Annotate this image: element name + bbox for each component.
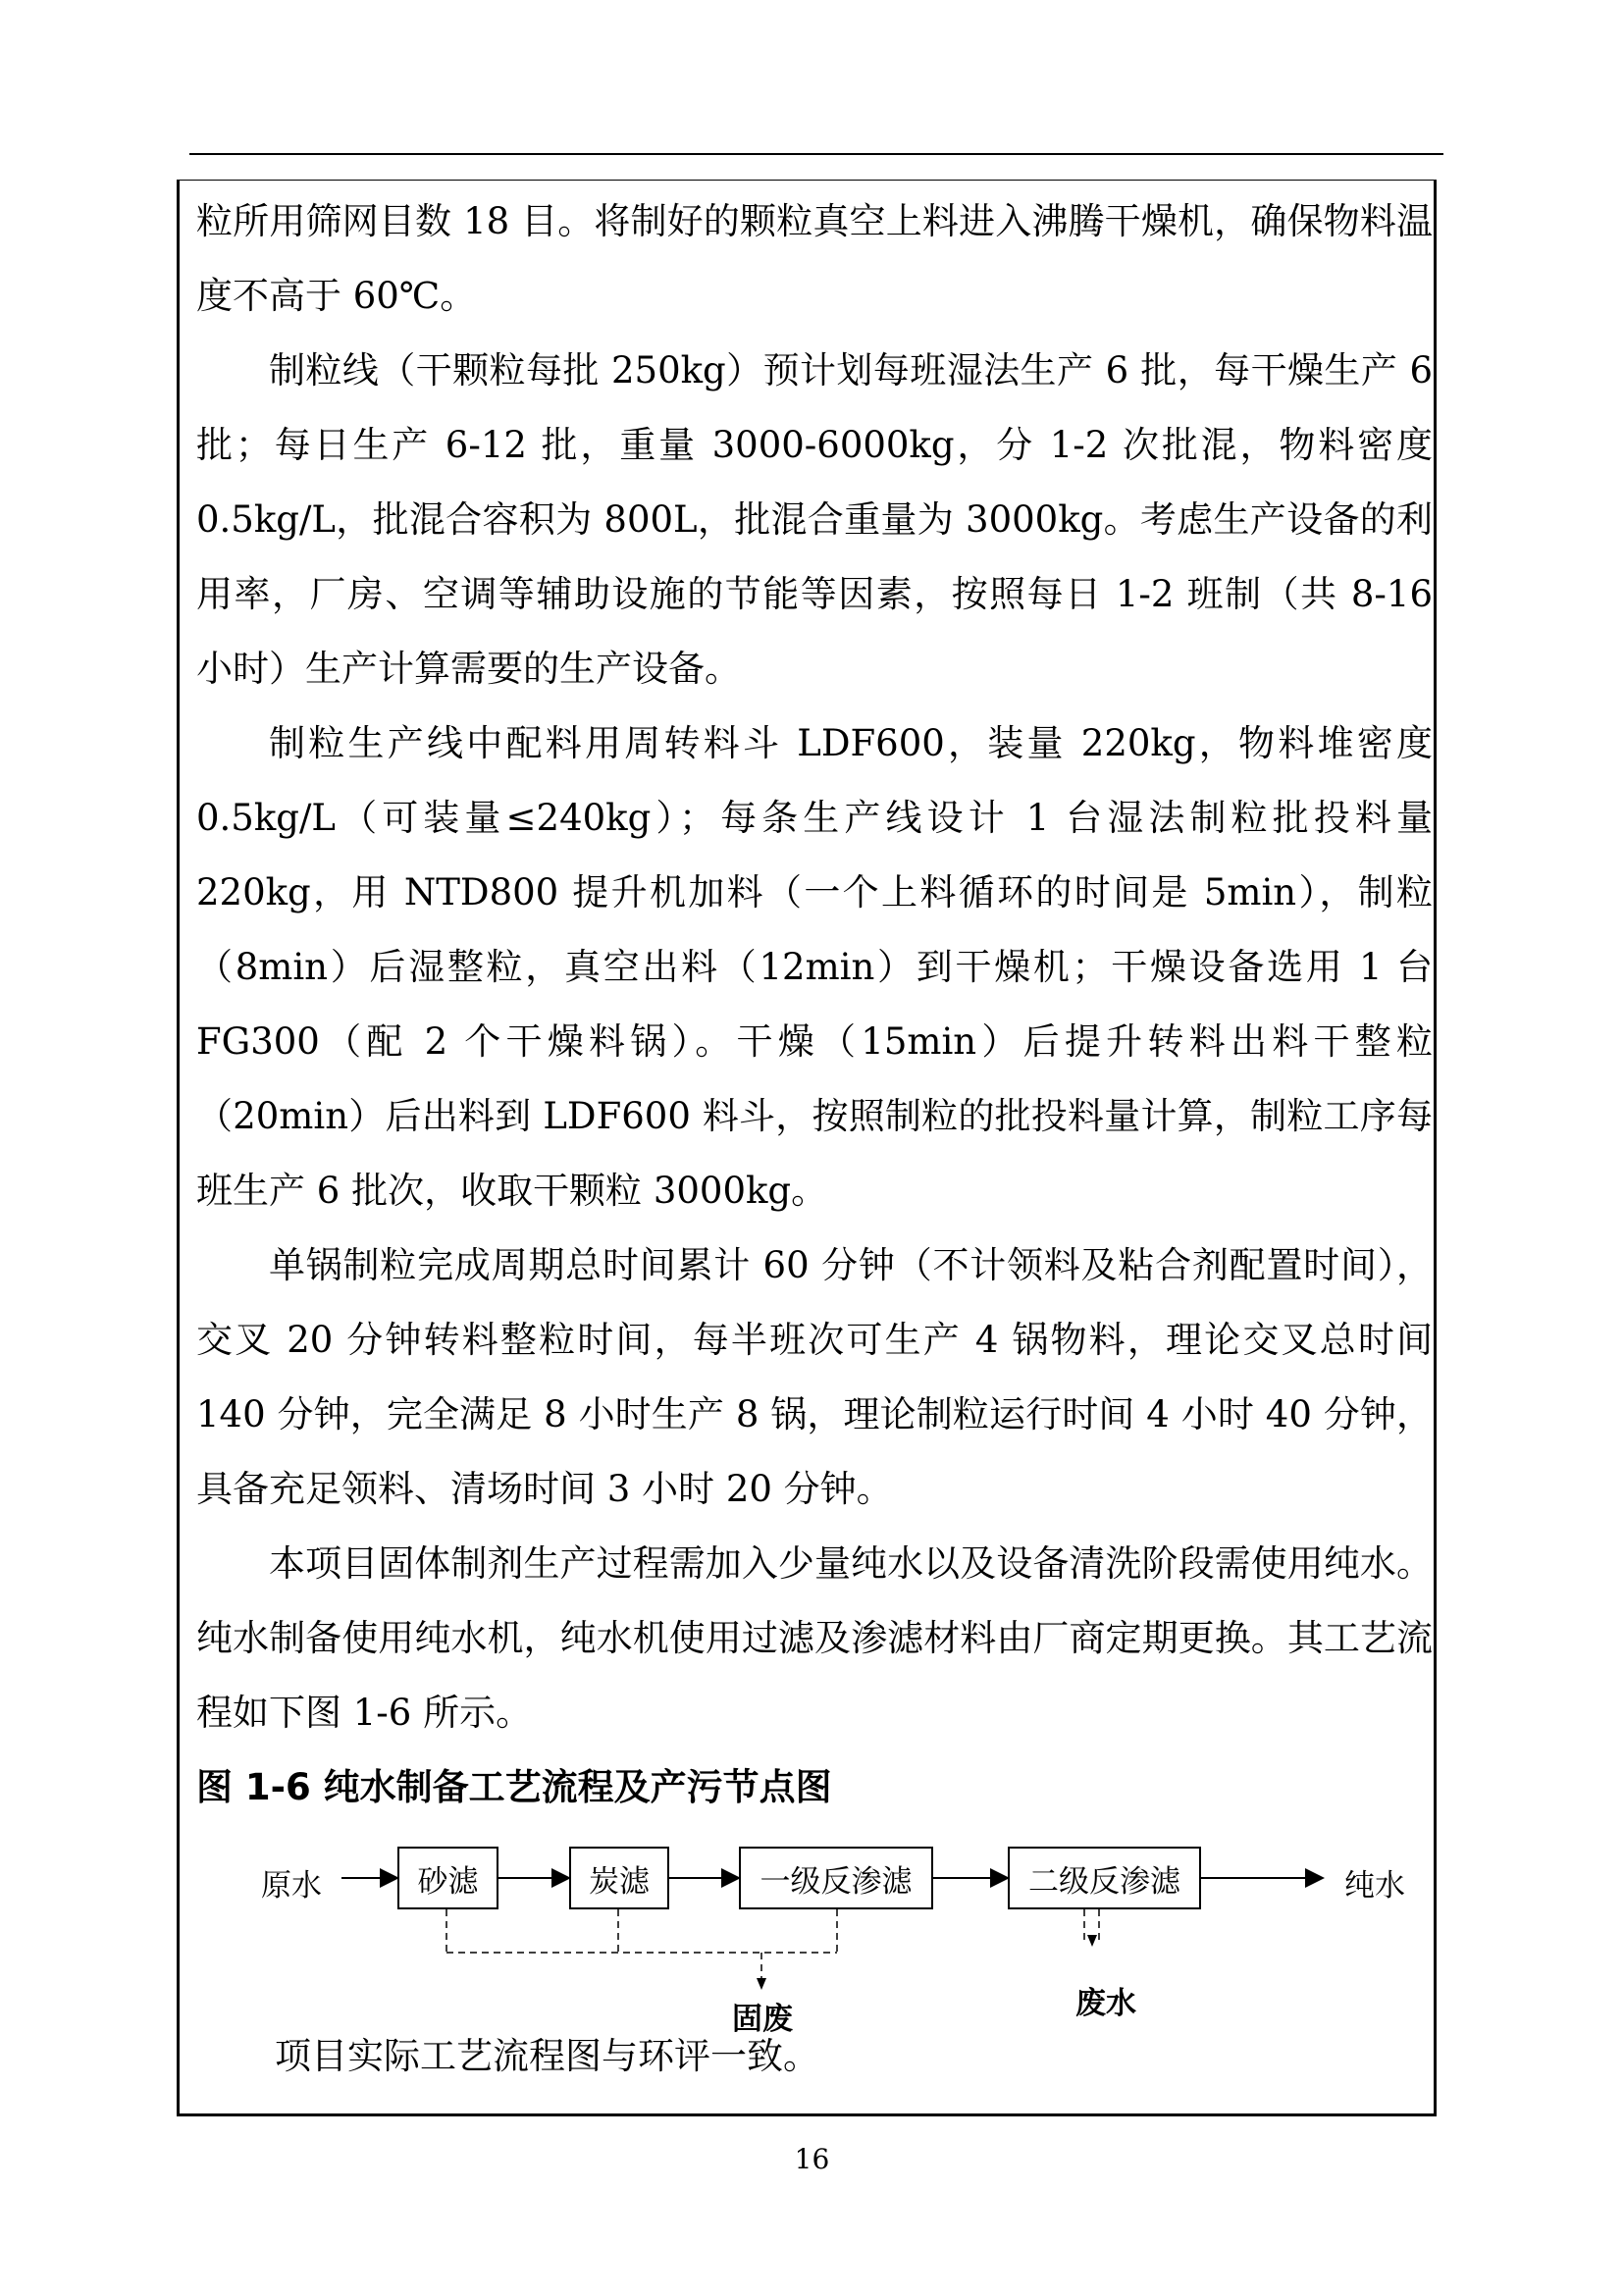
solid-waste-arrowhead	[757, 1978, 766, 1990]
input-raw-water: 原水	[261, 1868, 322, 1904]
wastewater-arrowhead	[1087, 1935, 1097, 1947]
paragraph-2: 制粒线（干颗粒每批 250kg）预计划每班湿法生产 6 批，每干燥生产 6 批；每日生产 6-12 批，重量 3000-6000kg，分 1-2 次批混，物料密度 0.5kg/L，批混合容积为 800L，批混合重量为 3000kg。考虑生产设备的利用率，厂房、空调等辅助设施的节能等因素，按照每日 1-2 班制（共 8-16 小时）生产计算需要的生产设备。	[196, 349, 1433, 690]
waste-dashed-lines	[446, 1909, 1099, 1984]
step-carbon-filter: 炭滤	[569, 1847, 669, 1909]
paragraph-4: 单锅制粒完成周期总时间累计 60 分钟（不计领料及粘合剂配置时间），交叉 20 分钟转料整粒时间，每半班次可生产 4 锅物料，理论交叉总时间 140 分钟，完全满足 8 小时生产 8 锅，理论制粒运行时间 4 小时 40 分钟，具备充足领料、清场时间 3 小时 20 分钟。	[196, 1244, 1433, 1510]
solid-waste-label: 固废	[732, 2002, 793, 2037]
step-sand-filter: 砂滤	[397, 1847, 498, 1909]
document-body	[196, 184, 1433, 1825]
paragraph-3: 制粒生产线中配料用周转料斗 LDF600，装量 220kg，物料堆密度 0.5kg/L（可装量≤240kg）；每条生产线设计 1 台湿法制粒批投料量 220kg，用 NTD800 提升机加料（一个上料循环的时间是 5min），制粒（8min）后湿整粒，真空出料（12min）到干燥机；干燥设备选用 1 台 FG300（配 2 个干燥料锅）。干燥（15min）后提升转料出料干整粒（20min）后出料到 LDF600 料斗，按照制粒的批投料量计算，制粒工序每班生产 6 批次，收取干颗粒 3000kg。	[196, 722, 1433, 1212]
wastewater-label: 废水	[1075, 1986, 1136, 2021]
step-ro-stage-2: 二级反渗滤	[1008, 1847, 1201, 1909]
step-ro-stage-1: 一级反渗滤	[739, 1847, 933, 1909]
figure-title: 图 1-6 纯水制备工艺流程及产污节点图	[196, 1766, 832, 1808]
closing-statement: 项目实际工艺流程图与环评一致。	[275, 2035, 819, 2077]
paragraph-1: 粒所用筛网目数 18 目。将制好的颗粒真空上料进入沸腾干燥机，确保物料温度不高于 60℃。	[196, 200, 1433, 317]
paragraph-5: 本项目固体制剂生产过程需加入少量纯水以及设备清洗阶段需使用纯水。纯水制备使用纯水机，纯水机使用过滤及渗滤材料由厂商定期更换。其工艺流程如下图 1-6 所示。	[196, 1542, 1433, 1734]
header-rule	[189, 153, 1443, 155]
page-number: 16	[794, 2143, 830, 2175]
output-pure-water: 纯水	[1344, 1868, 1405, 1904]
